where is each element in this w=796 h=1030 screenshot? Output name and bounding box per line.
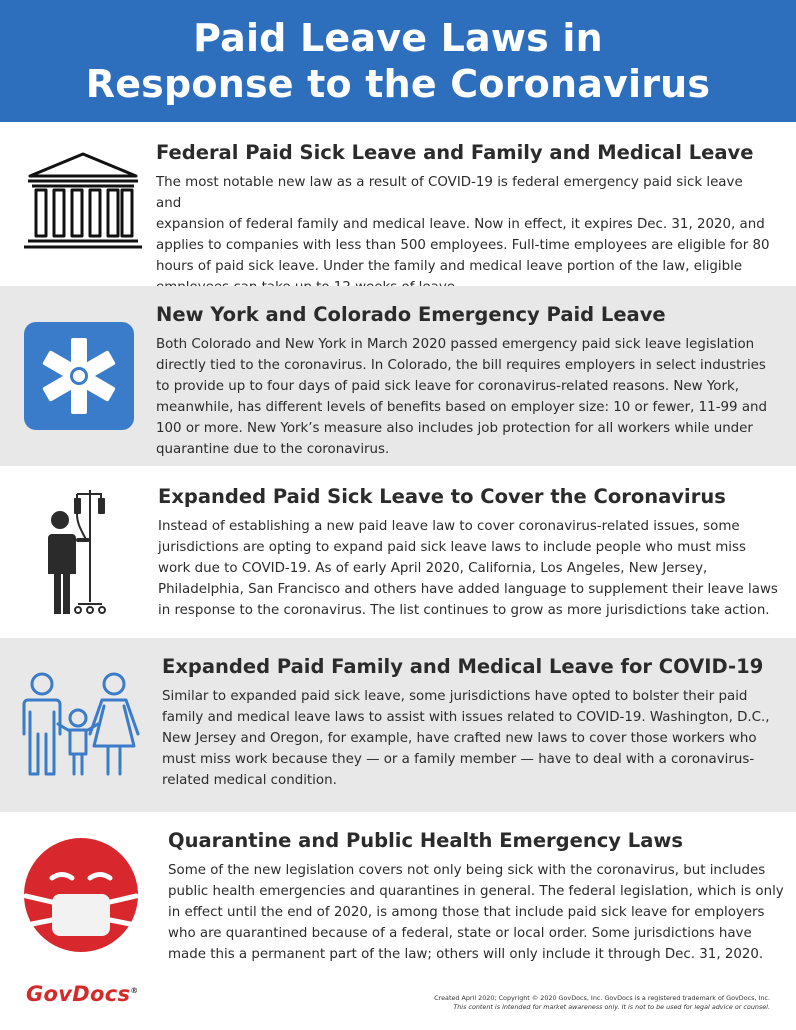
body-line: in effect until the end of 2020, is among those that include paid sick leave for employers — [168, 905, 765, 920]
body-line: Instead of establishing a new paid leave law to cover coronavirus-related issues, some — [158, 519, 740, 534]
section-body — [156, 334, 776, 460]
section-quarantine-laws — [0, 814, 796, 974]
body-line: meanwhile, has different levels of benefits based on employer size: 10 or fewer, 11-99 and — [156, 400, 768, 415]
copyright-line: Created April 2020; Copyright © 2020 GovDocs, Inc. GovDocs is a registered trademark of GovDocs, Inc. — [434, 994, 770, 1002]
disclaimer-line: This content is intended for market awareness only. It is not to be used for legal advice or counsel. — [453, 1003, 770, 1011]
section-federal-leave — [0, 122, 796, 284]
section-heading: Federal Paid Sick Leave and Family and Medical Leave — [156, 141, 754, 164]
body-line: made this a permanent part of the law; others will only include it through Dec. 31, 2020. — [168, 947, 764, 962]
body-line: who are quarantined because of a federal, state or local order. Some jurisdictions have — [168, 926, 752, 941]
body-line: Both Colorado and New York in March 2020 passed emergency paid sick leave legislation — [156, 337, 755, 352]
section-heading: Expanded Paid Sick Leave to Cover the Coronavirus — [158, 485, 726, 508]
body-line: Similar to expanded paid sick leave, some jurisdictions have opted to bolster their paid — [162, 689, 748, 704]
section-content — [162, 654, 782, 791]
body-line: related medical condition. — [162, 773, 337, 788]
page-title-line-1: Paid Leave Laws in — [193, 16, 603, 60]
body-line: applies to companies with less than 500 employees. Full-time employees are eligible for 80 — [156, 238, 770, 253]
body-line: in response to the coronavirus. The list continues to grow as more jurisdictions take action. — [158, 603, 770, 618]
section-body — [168, 860, 784, 965]
section-heading: New York and Colorado Emergency Paid Leave — [156, 303, 666, 326]
section-body — [162, 686, 782, 791]
section-content — [156, 302, 776, 460]
body-line: to provide up to four days of paid sick leave for coronavirus-related reasons. New York, — [156, 379, 739, 394]
section-content — [168, 828, 784, 965]
body-line: must miss work because they — or a family member — have to deal with a coronavirus- — [162, 752, 755, 767]
page-title-line-2: Response to the Coronavirus — [85, 62, 711, 106]
body-line: quarantine due to the coronavirus. — [156, 442, 390, 457]
section-body — [156, 172, 772, 298]
section-content — [158, 484, 778, 621]
body-line: family and medical leave laws to assist with issues related to COVID-19. Washington, D.C., — [162, 710, 770, 725]
face-mask-icon — [22, 836, 140, 954]
body-line: directly tied to the coronavirus. In Colorado, the bill requires employers in select industries — [156, 358, 766, 373]
govdocs-logo — [26, 982, 139, 1006]
section-ny-co-leave — [0, 286, 796, 466]
section-heading: Quarantine and Public Health Emergency Laws — [168, 829, 684, 852]
section-body — [158, 516, 778, 621]
section-heading: Expanded Paid Family and Medical Leave for COVID-19 — [162, 655, 764, 678]
section-content — [156, 140, 772, 298]
body-line: Philadelphia, San Francisco and others have added language to supplement their leave laws — [158, 582, 778, 597]
footer-note — [434, 994, 770, 1012]
section-expanded-family-leave — [0, 638, 796, 812]
medical-star-icon — [22, 320, 136, 432]
patient-iv-icon — [40, 486, 120, 618]
registered-mark: ® — [130, 986, 139, 995]
family-icon — [14, 672, 144, 782]
body-line: 100 or more. New York’s measure also includes job protection for all workers while under — [156, 421, 753, 436]
body-line: jurisdictions are opting to expand paid sick leave laws to include people who must miss — [158, 540, 746, 555]
body-line: public health emergencies and quarantines in general. The federal legislation, which is only — [168, 884, 784, 899]
logo-text: GovDocs — [26, 982, 131, 1006]
body-line: work due to COVID-19. As of early April 2020, California, Los Angeles, New Jersey, — [158, 561, 708, 576]
courthouse-icon — [22, 148, 144, 258]
body-line: hours of paid sick leave. Under the family and medical leave portion of the law, eligible — [156, 259, 743, 274]
body-line: expansion of federal family and medical leave. Now in effect, it expires Dec. 31, 2020, and — [156, 217, 765, 232]
body-line: The most notable new law as a result of COVID-19 is federal emergency paid sick leave and — [156, 175, 743, 211]
body-line: Some of the new legislation covers not only being sick with the coronavirus, but includes — [168, 863, 766, 878]
section-expanded-sick-leave — [0, 468, 796, 636]
page-header — [0, 0, 796, 122]
body-line: New Jersey and Oregon, for example, have crafted new laws to cover those workers who — [162, 731, 757, 746]
